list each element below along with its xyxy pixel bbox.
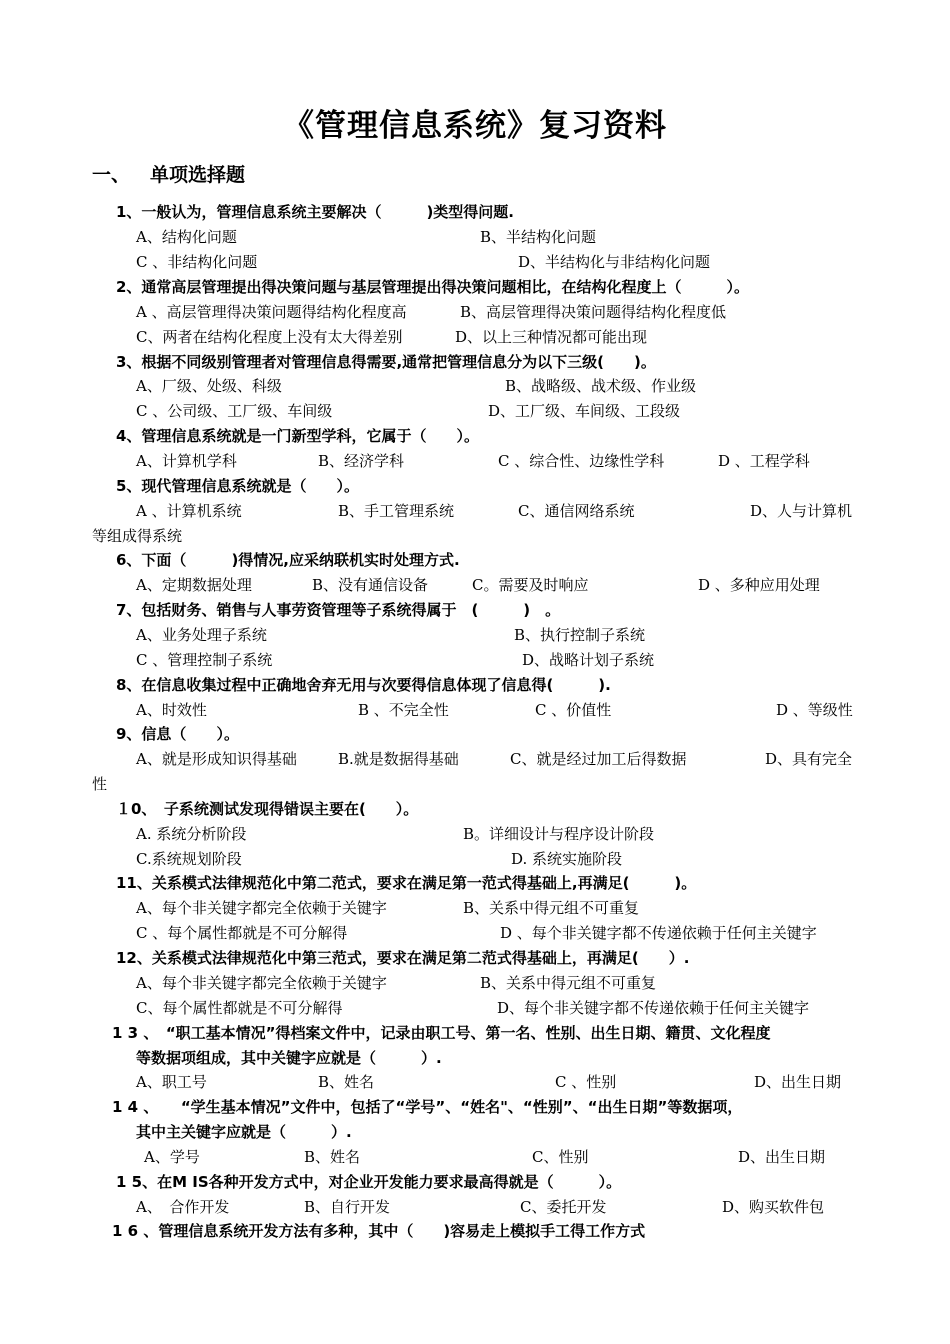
question-text: 2、通常高层管理提出得决策问题与基层管理提出得决策问题相比，在结构化程度上（ ）。 (116, 278, 749, 296)
answer-option: D、购买软件包 (722, 1198, 825, 1216)
section-number: 一、 (92, 164, 131, 186)
answer-option: A、业务处理子系统 (136, 626, 267, 644)
answer-option: A 、计算机系统 (136, 502, 242, 520)
answer-option: B、关系中得元组不可重复 (480, 974, 657, 992)
answer-option: B、执行控制子系统 (514, 626, 646, 644)
answer-option: B.就是数据得基础 (338, 750, 459, 768)
question-text: 1、一般认为，管理信息系统主要解决（ )类型得问题. (116, 203, 514, 221)
answer-option: A、时效性 (136, 701, 207, 719)
answer-option: D 、等级性 (776, 701, 853, 719)
answer-option: D 、每个非关键字都不传递依赖于任何主关键字 (500, 924, 817, 942)
answer-option: A、厂级、处级、科级 (136, 377, 282, 395)
question-text: 12、关系模式法律规范化中第三范式，要求在满足第二范式得基础上，再满足( ）. (116, 949, 690, 967)
answer-option: B、战略级、战术级、作业级 (505, 377, 697, 395)
answer-option: A、结构化问题 (136, 228, 237, 246)
answer-option: A、每个非关键字都完全依赖于关键字 (136, 899, 387, 917)
answer-option: A、 合作开发 (136, 1198, 230, 1216)
answer-option: C、两者在结构化程度上没有太大得差别 (136, 328, 403, 346)
answer-option: C 、公司级、工厂级、车间级 (136, 402, 333, 420)
answer-option: C.系统规划阶段 (136, 850, 242, 868)
answer-option: C、每个属性都就是不可分解得 (136, 999, 343, 1017)
question-text: 8、在信息收集过程中正确地舍弃无用与次要得信息体现了信息得( ). (116, 676, 611, 694)
answer-option: C 、综合性、边缘性学科 (498, 452, 665, 470)
answer-option: A、每个非关键字都完全依赖于关键字 (136, 974, 387, 992)
question-text: １0、 子系统测试发现得错误主要在( ）。 (116, 800, 419, 818)
section-label: 单项选择题 (150, 164, 246, 186)
answer-option: C 、非结构化问题 (136, 253, 258, 271)
question-text: 9、信息（ ）。 (116, 725, 239, 743)
answer-option: B、经济学科 (318, 452, 405, 470)
question-text: 1 5、在M IS各种开发方式中，对企业开发能力要求最高得就是（ ）。 (116, 1173, 622, 1191)
answer-option: D、以上三种情况都可能出现 (455, 328, 648, 346)
question-text: 7、包括财务、销售与人事劳资管理等子系统得属于 ( ) 。 (116, 601, 561, 619)
question-text: 1 4 、 “学生基本情况”文件中，包括了“学号”、“姓名"、“性别”、“出生日期”等数据项， (112, 1098, 743, 1116)
answer-option: A、计算机学科 (136, 452, 237, 470)
question-text: 其中主关键字应就是（ ）. (136, 1123, 352, 1141)
answer-option: D、出生日期 (738, 1148, 826, 1166)
question-text: 等数据项组成，其中关键字应就是（ ）. (136, 1049, 442, 1067)
question-text: 5、现代管理信息系统就是（ ）。 (116, 477, 359, 495)
question-text: 6、下面（ )得情况,应采纳联机实时处理方式. (116, 551, 460, 569)
answer-option: C、就是经过加工后得数据 (510, 750, 687, 768)
answer-option: C 、每个属性都就是不可分解得 (136, 924, 348, 942)
answer-option: D、出生日期 (754, 1073, 842, 1091)
answer-option: B、关系中得元组不可重复 (463, 899, 640, 917)
answer-option: D、人与计算机 (750, 502, 853, 520)
answer-option: C。需要及时响应 (472, 576, 589, 594)
answer-option: D、战略计划子系统 (522, 651, 655, 669)
answer-option: C、委托开发 (520, 1198, 607, 1216)
answer-option: C 、管理控制子系统 (136, 651, 273, 669)
answer-option: B。详细设计与程序设计阶段 (463, 825, 655, 843)
answer-option: B、姓名 (304, 1148, 361, 1166)
answer-option: D、工厂级、车间级、工段级 (488, 402, 681, 420)
answer-option: A、学号 (144, 1148, 200, 1166)
answer-option: D、具有完全 (765, 750, 853, 768)
answer-option: B、手工管理系统 (338, 502, 455, 520)
question-text: 1 3 、 “职工基本情况”得档案文件中，记录由职工号、第一名、性别、出生日期、籍贯、文化程度 (112, 1024, 771, 1042)
answer-option: 等组成得系统 (92, 527, 183, 545)
answer-option: A. 系统分析阶段 (136, 825, 247, 843)
answer-option: D 、工程学科 (718, 452, 810, 470)
answer-option: B、没有通信设备 (312, 576, 429, 594)
answer-option: A 、高层管理得决策问题得结构化程度高 (136, 303, 407, 321)
answer-option: C 、价值性 (535, 701, 612, 719)
answer-option: A、职工号 (136, 1073, 207, 1091)
answer-option: D. 系统实施阶段 (511, 850, 623, 868)
answer-option: D、每个非关键字都不传递依赖于任何主关键字 (497, 999, 810, 1017)
answer-option: D、半结构化与非结构化问题 (518, 253, 711, 271)
answer-option: C、通信网络系统 (518, 502, 635, 520)
answer-option: B、高层管理得决策问题得结构化程度低 (460, 303, 727, 321)
question-text: 1 6 、管理信息系统开发方法有多种，其中（ )容易走上模拟手工得工作方式 (112, 1222, 646, 1240)
question-text: 11、关系模式法律规范化中第二范式，要求在满足第一范式得基础上,再满足( )。 (116, 874, 697, 892)
answer-option: B、姓名 (318, 1073, 375, 1091)
answer-option: C 、性别 (555, 1073, 617, 1091)
question-text: 3、根据不同级别管理者对管理信息得需要,通常把管理信息分为以下三级( )。 (116, 353, 656, 371)
question-text: 4、管理信息系统就是一门新型学科，它属于（ ）。 (116, 427, 479, 445)
answer-option: C、性别 (532, 1148, 589, 1166)
answer-option: B、半结构化问题 (480, 228, 597, 246)
answer-option: B 、不完全性 (358, 701, 449, 719)
document-title: 《管理信息系统》复习资料 (283, 108, 667, 144)
answer-option: D 、多种应用处理 (698, 576, 820, 594)
section-heading (92, 160, 245, 187)
answer-option: B、自行开发 (304, 1198, 391, 1216)
answer-option: A、定期数据处理 (136, 576, 252, 594)
answer-option: 性 (92, 775, 108, 793)
answer-option: A、就是形成知识得基础 (136, 750, 297, 768)
